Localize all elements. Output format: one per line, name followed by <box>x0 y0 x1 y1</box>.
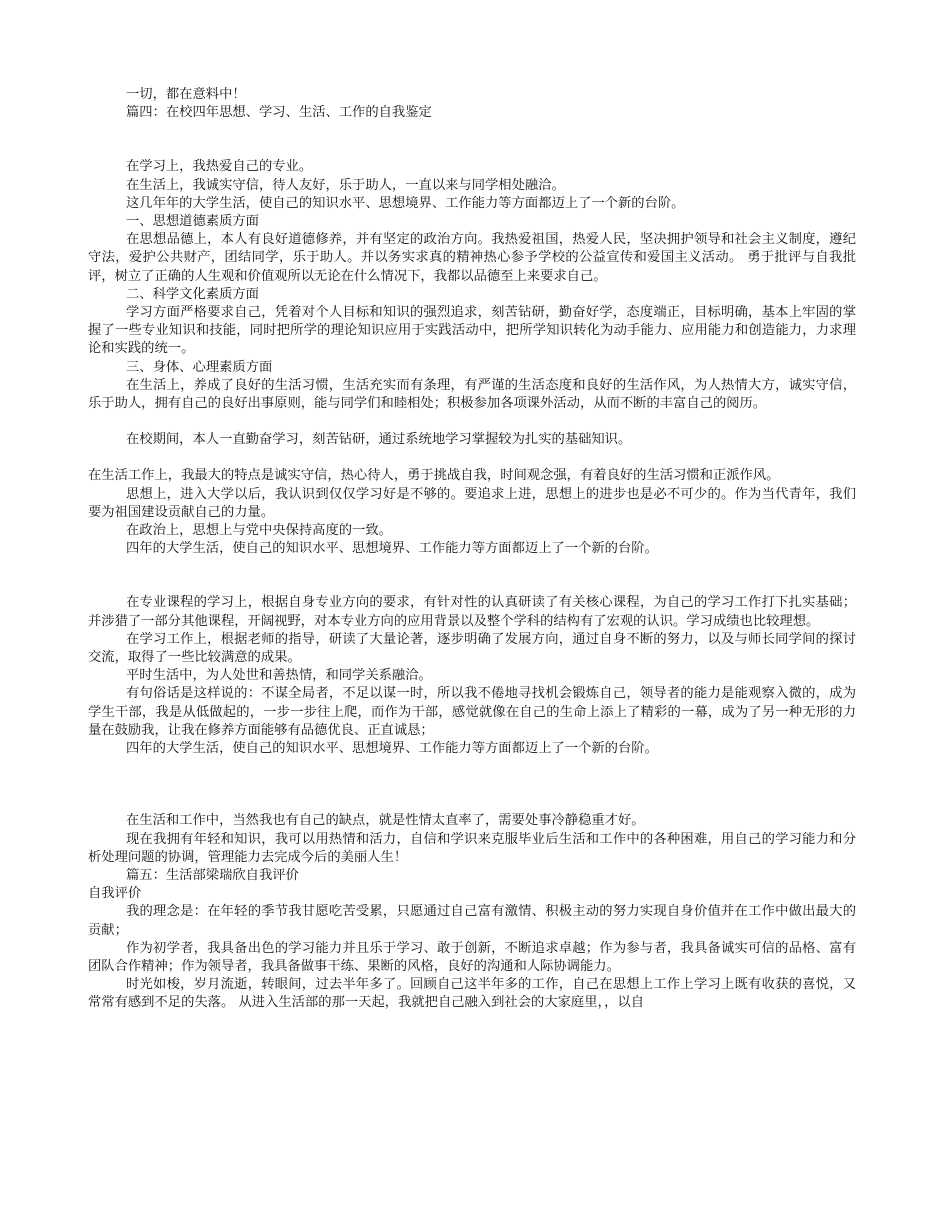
subheading: 自我评价 <box>88 886 142 902</box>
paragraph: 现在我拥有年轻和知识，我可以用热情和活力，自信和学识来克服毕业后生活和工作中的各种困难，用自己的学习能力和分析处理问题的协调，管理能力去完成今后的美丽人生！ <box>88 831 856 865</box>
document-page <box>88 86 856 1013</box>
section-heading: 篇四：在校四年思想、学习、生活、工作的自我鉴定 <box>126 105 432 121</box>
paragraph: 在专业课程的学习上，根据自身专业方向的要求，有针对性的认真研读了有关核心课程，为自己的学习工作打下扎实基础；并涉猎了一部分其他课程，开阔视野，对本专业方向的应用背景以及整个学科的结构有了宏观的认识。学习成绩也比较理想。 <box>88 595 856 629</box>
subheading: 三、身体、心理素质方面 <box>126 359 273 375</box>
paragraph: 这几年年的大学生活，使自己的知识水平、思想境界、工作能力等方面都迈上了一个新的台阶。 <box>126 195 685 211</box>
paragraph: 在校期间，本人一直勤奋学习，刻苦钻研，通过系统地学习掌握较为扎实的基础知识。 <box>126 432 632 448</box>
blank-space <box>88 413 856 431</box>
paragraph: 时光如梭，岁月流逝，转眼间，过去半年多了。回顾自己这半年多的工作，自己在思想上工作上学习上既有收获的喜悦，又常常有感到不足的失落。 从进入生活部的那一天起，我就把自己融入到社会的大家庭里，，以自 <box>88 977 856 1011</box>
paragraph: 在生活工作上，我最大的特点是诚实守信，热心待人，勇于挑战自我，时间观念强，有着良好的生活习惯和正派作风。 <box>88 468 780 484</box>
blank-space <box>88 758 856 812</box>
paragraph: 在生活和工作中，当然我也有自己的缺点，就是性情太直率了，需要处事冷静稳重才好。 <box>126 813 645 829</box>
paragraph: 在生活上，养成了良好的生活习惯，生活充实而有条理，有严谨的生活态度和良好的生活作风，为人热情大方，诚实守信，乐于助人，拥有自己的良好出事原则，能与同学们和睦相处；积极参加各项课外活动，从而不断的丰富自己的阅历。 <box>88 377 856 412</box>
blank-space <box>88 449 856 467</box>
paragraph: 我的理念是：在年轻的季节我甘愿吃苦受累，只愿通过自己富有激情、积极主动的努力实现自身价值并在工作中做出最大的贡献； <box>88 904 856 938</box>
paragraph: 在政治上，思想上与党中央保持高度的一致。 <box>126 523 392 539</box>
paragraph: 四年的大学生活，使自己的知识水平、思想境界、工作能力等方面都迈上了一个新的台阶。 <box>126 741 658 757</box>
paragraph: 学习方面严格要求自己，凭着对个人目标和知识的强烈追求，刻苦钻研，勤奋好学，态度端正，目标明确，基本上牢固的掌握了一些专业知识和技能，同时把所学的理论知识应用于实践活动中，把所学知识转化为动手能力、应用能力和创造能力，力求理论和实践的统一。 <box>88 305 856 357</box>
paragraph: 在学习上，我热爱自己的专业。 <box>126 159 313 175</box>
paragraph: 思想上，进入大学以后，我认识到仅仅学习好是不够的。要追求上进，思想上的进步也是必不可少的。作为当代青年，我们要为祖国建设贡献自己的力量。 <box>88 486 856 520</box>
subheading: 一、思想道德素质方面 <box>126 214 259 230</box>
paragraph: 在思想品德上，本人有良好道德修养，并有坚定的政治方向。我热爱祖国，热爱人民，坚决拥护领导和社会主义制度，遵纪守法，爱护公共财产，团结同学，乐于助人。并以务实求真的精神热心参予学校的公益宣传和爱国主义活动。 勇于批评与自我批评，树立了正确的人生观和价值观所以无论在什么情况下，我都以品德至上来要求自己。 <box>88 232 856 284</box>
paragraph: 在生活上，我诚实守信，待人友好，乐于助人，一直以来与同学相处融洽。 <box>126 177 565 193</box>
paragraph: 在学习工作上，根据老师的指导，研读了大量论著，逐步明确了发展方向，通过自身不断的努力，以及与师长同学间的探讨交流，取得了一些比较满意的成果。 <box>88 631 856 666</box>
paragraph: 四年的大学生活，使自己的知识水平、思想境界、工作能力等方面都迈上了一个新的台阶。 <box>126 541 658 557</box>
blank-space <box>88 122 856 158</box>
blank-space <box>88 558 856 594</box>
paragraph: 平时生活中，为人处世和善热情，和同学关系融洽。 <box>126 668 432 684</box>
paragraph: 有句俗话是这样说的：不谋全局者，不足以谋一时，所以我不倦地寻找机会锻炼自己，领导者的能力是能观察入微的，成为学生干部，我是从低做起的，一步一步往上爬，而作为干部，感觉就像在自己的生命上添上了精彩的一幕，成为了另一种无形的力量在鼓励我，让我在修养方面能够有品德优良、正直诚恳； <box>88 686 856 738</box>
paragraph: 作为初学者，我具备出色的学习能力并且乐于学习、敢于创新，不断追求卓越；作为参与者，我具备诚实可信的品格、富有团队合作精神；作为领导者，我具备做事干练、果断的风格，良好的沟通和人际协调能力。 <box>88 940 856 974</box>
section-heading: 篇五：生活部梁瑞欣自我评价 <box>126 867 299 883</box>
text-line: 一切，都在意料中！ <box>126 87 246 102</box>
subheading: 二、科学文化素质方面 <box>126 286 259 302</box>
